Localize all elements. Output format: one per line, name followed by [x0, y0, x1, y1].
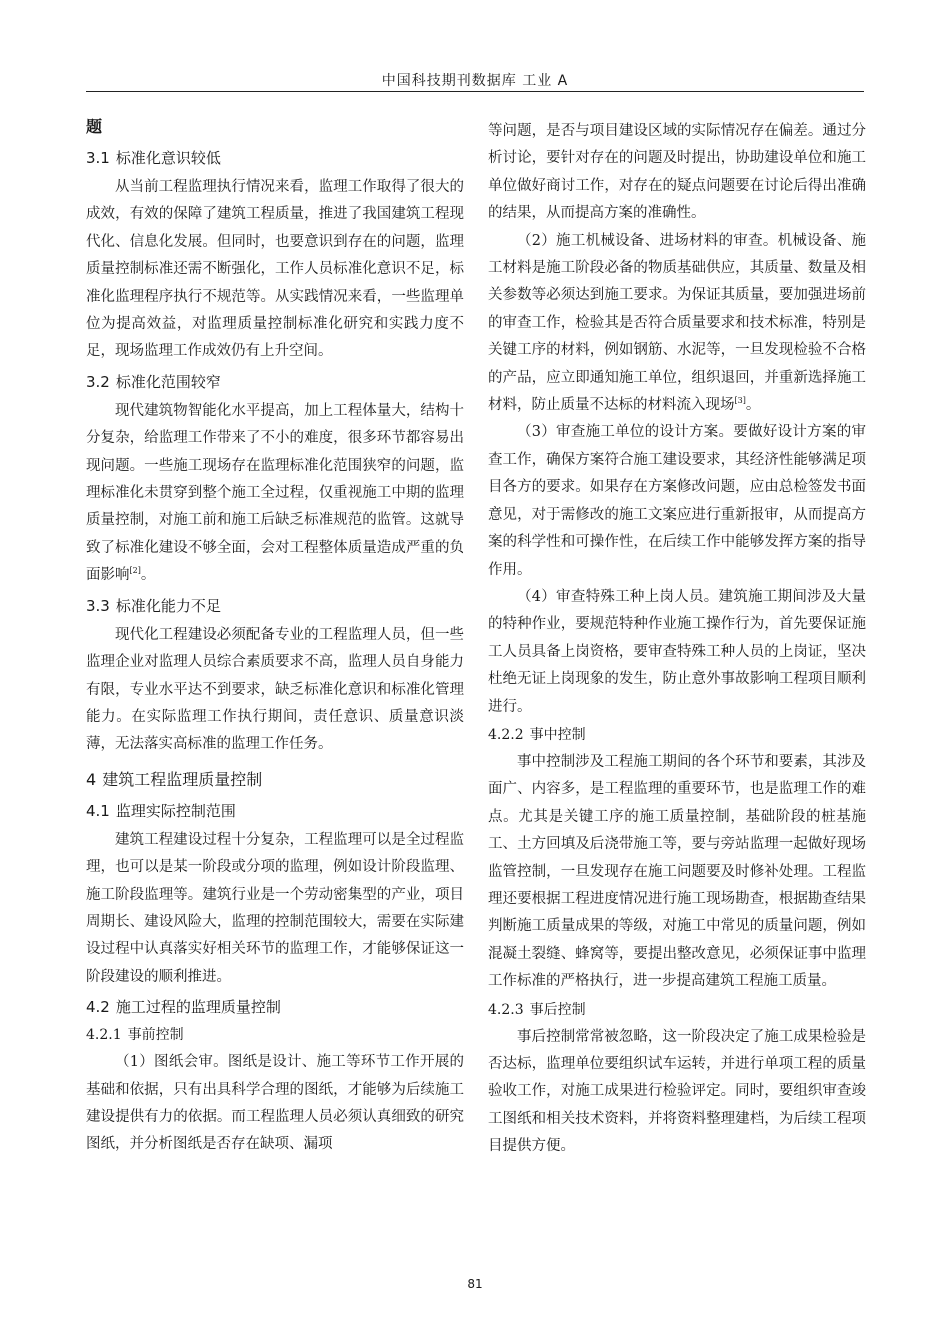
section-number: 4.2.1	[86, 1027, 122, 1044]
section-title: 监理实际控制范围	[115, 801, 236, 820]
section-title: 事前控制	[127, 1027, 184, 1044]
section-number: 4.2.2	[488, 726, 524, 743]
paragraph-3-1: 从当前工程监理执行情况来看，监理工作取得了很大的成效，有效的保障了建筑工程质量，推进了我国建筑工程现代化、信息化发展。但同时，也要意识到存在的问题，监理质量控制标准还需不断强化，工作人员标准化意识不足，标准化监理程序执行不规范等。从实践情况来看，一些监理单位为提高效益，对监理质量控制标准化研究和实践力度不足，现场监理工作成效仍有上升空间。	[86, 179, 464, 360]
section-number: 3.1	[86, 149, 110, 167]
paragraph-4-2-1-2	[488, 228, 866, 420]
section-number: 4.2.3	[488, 1001, 524, 1018]
section-title: 标准化能力不足	[115, 596, 221, 615]
paragraph-4-2-1-4: （4）审查特殊工种上岗人员。建筑施工期间涉及大量的特种作业，要规范特种作业施工操作行为，首先要保证施工人员具备上岗资格，要审查特殊工种人员的上岗证，坚决杜绝无证上岗现象的发生，防止意外事故影响工程项目顺利进行。	[488, 588, 866, 715]
header-rule	[86, 91, 864, 92]
section-heading-4-1	[86, 799, 464, 823]
paragraph-4-1: 建筑工程建设过程十分复杂，工程监理可以是全过程监理，也可以是某一阶段或分项的监理，例如设计阶段监理、施工阶段监理等。建筑行业是一个劳动密集型的产业，项目周期长、建设风险大，监理的控制范围较大，需要在实际建设过程中认真落实好相关环节的监理工作，才能够保证这一阶段建设的顺利推进。	[86, 831, 464, 985]
section-title: 标准化意识较低	[115, 149, 221, 167]
section-heading-3-2	[86, 370, 464, 394]
section-number: 4.1	[86, 801, 110, 820]
paragraph-4-2-2: 事中控制涉及工程施工期间的各个环节和要素，其涉及面广、内容多，是工程监理的重要环节，也是监理工作的难点。尤其是关键工序的施工质量控制，基础阶段的桩基施工、土方回填及后浇带施工等，要与旁站监理一起做好现场监管控制，一旦发现存在施工问题要及时修补处理。工程监理还要根据工程进度情况进行施工现场勘查，根据勘查结果判断施工质量成果的等级，对施工中常见的质量问题，例如混凝土裂缝、蜂窝等，要提出整改意见，必须保证事中监理工作标准的严格执行，进一步提高建筑工程施工质量。	[488, 753, 866, 990]
paragraph-4-2-1-3: （3）审查施工单位的设计方案。要做好设计方案的审查工作，确保方案符合施工建设要求，其经济性能够满足项目各方的要求。如果存在方案修改问题，应由总检签发书面意见，对于需修改的施工文案应进行重新报审，从而提高方案的科学性和可操作性，在后续工作中能够发挥方案的指导作用。	[488, 424, 866, 578]
paragraph-4-2-1-1: （1）图纸会审。图纸是设计、施工等环节工作开展的基础和依据，只有出具科学合理的图纸，才能够为后续施工建设提供有力的依据。而工程监理人员必须认真细致的研究图纸，并分析图纸是否存在缺项、漏项	[86, 1054, 464, 1153]
paragraph-3-2	[86, 398, 464, 590]
section-heading-3-3	[86, 594, 464, 618]
paragraph-continued: 等问题，是否与项目建设区域的实际情况存在偏差。通过分析讨论，要针对存在的问题及时提出，协助建设单位和施工单位做好商讨工作，对存在的疑点问题要在讨论后得出准确的结果，从而提高方案的准确性。	[488, 123, 866, 222]
running-header: 中国科技期刊数据库 工业 A	[381, 73, 569, 89]
section-heading-4-2-3	[488, 998, 866, 1022]
section-number: 3.2	[86, 372, 110, 391]
section-heading-4-2	[86, 995, 464, 1019]
section-heading-4	[86, 767, 464, 793]
section-title: 事后控制	[529, 1001, 586, 1018]
left-column	[86, 114, 464, 1159]
paragraph-text: （2）施工机械设备、进场材料的审查。机械设备、施工材料是施工阶段必备的物质基础供应，其质量、数量及相关参数等必须达到施工要求。为保证其质量，要加强进场前的审查工作，检验其是否符合质量要求和技术标准，特别是关键工序的材料，例如钢筋、水泥等，一旦发现检验不合格的产品，应立即通知施工单位，组织退回，并重新选择施工材料，防止质量不达标的材料流入现场	[488, 232, 866, 414]
section-number: 4.2	[86, 998, 110, 1017]
section-number: 4	[86, 769, 97, 789]
right-column	[488, 118, 866, 1161]
section-heading-4-2-1	[86, 1023, 464, 1047]
section-title: 建筑工程监理质量控制	[102, 769, 263, 789]
paragraph-text: 现代建筑物智能化水平提高，加上工程体量大，结构十分复杂，给监理工作带来了不小的难度，很多环节都容易出现问题。一些施工现场存在监理标准化范围狭窄的问题，监理标准化未贯穿到整个施工全过程，仅重视施工中期的监理质量控制，对施工前和施工后缺乏标准规范的监管。这就导致了标准化建设不够全面，会对工程整体质量造成严重的负面影响	[86, 402, 464, 584]
citation-ref: [2]	[129, 566, 141, 576]
citation-ref: [3]	[734, 396, 746, 406]
section-title: 标准化范围较窄	[115, 372, 221, 391]
section-title: 施工过程的监理质量控制	[115, 998, 281, 1017]
paragraph-3-3: 现代化工程建设必须配备专业的工程监理人员，但一些监理企业对监理人员综合素质要求不高，监理人员自身能力有限，专业水平达不到要求，缺乏标准化意识和标准化管理能力。在实际监理工作执行期间，责任意识、质量意识淡薄，无法落实高标准的监理工作任务。	[86, 626, 464, 753]
paragraph-end: 。	[140, 567, 156, 584]
page-number: 81	[467, 1277, 483, 1291]
section-title: 事中控制	[529, 726, 586, 743]
section-number: 3.3	[86, 596, 110, 615]
continued-heading: 题	[86, 117, 103, 136]
section-heading-3-1	[86, 146, 464, 170]
paragraph-4-2-3: 事后控制常常被忽略，这一阶段决定了施工成果检验是否达标，监理单位要组织试车运转，并进行单项工程的质量验收工作，对施工成果进行检验评定。同时，要组织审查竣工图纸和相关技术资料，并将资料整理建档，为后续工程项目提供方便。	[488, 1028, 866, 1155]
paragraph-end: 。	[745, 397, 761, 414]
section-heading-4-2-2	[488, 723, 866, 747]
